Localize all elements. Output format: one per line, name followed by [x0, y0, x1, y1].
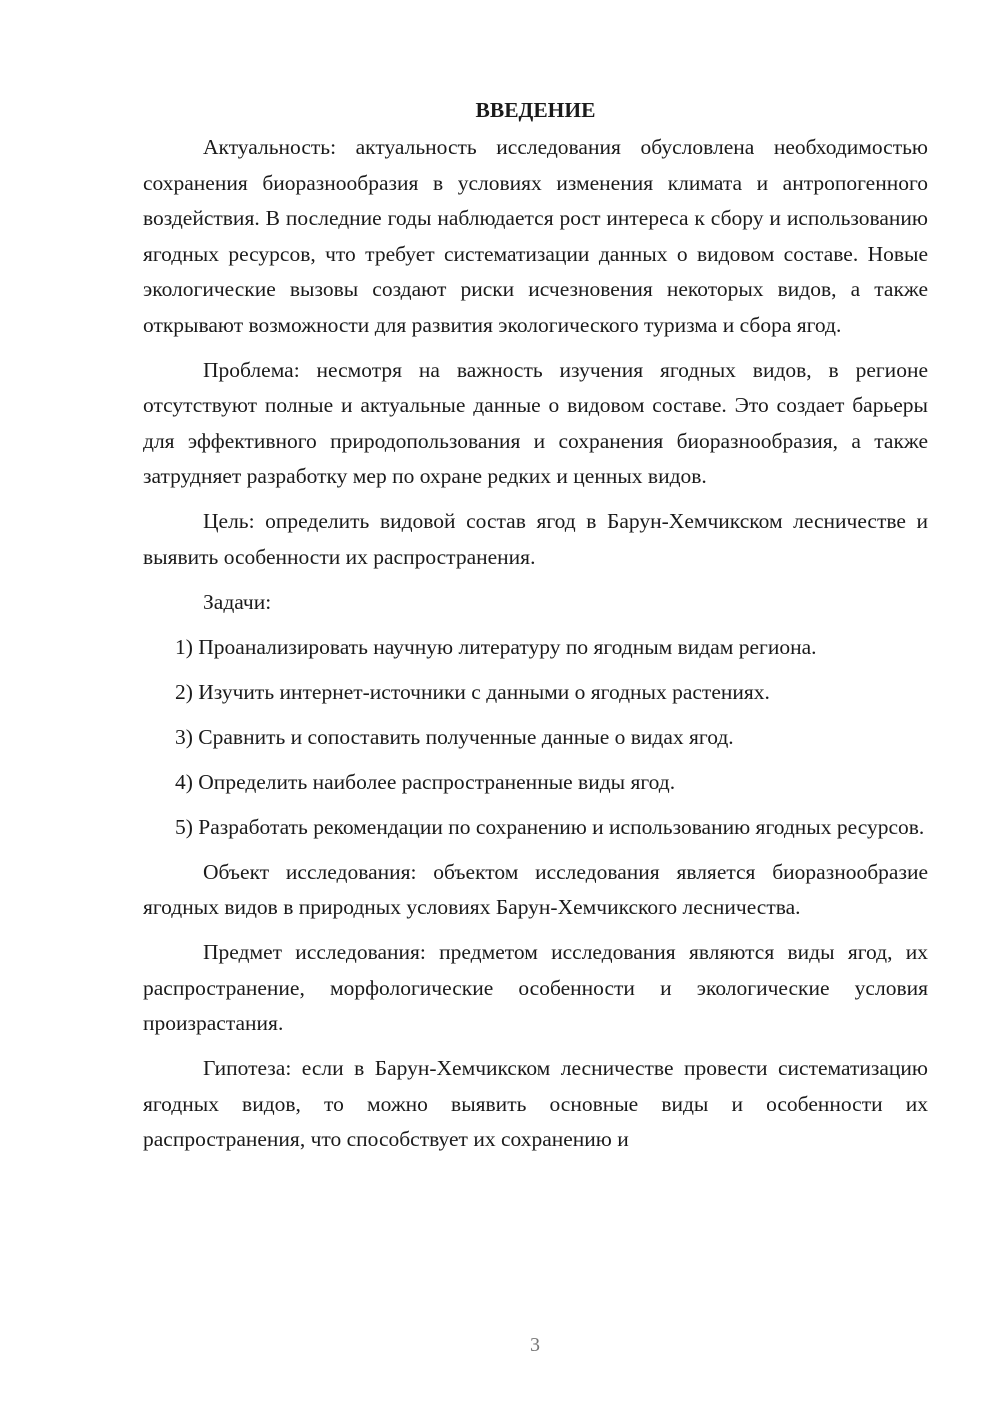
paragraph-subject: Предмет исследования: предметом исследования являются виды ягод, их распространение, морфологические особенности и экологические условия произрастания.	[143, 940, 928, 1035]
task-item-3: 3) Сравнить и сопоставить полученные данные о видах ягод.	[175, 724, 734, 749]
task-item-2: 2) Изучить интернет-источники с данными о ягодных растениях.	[175, 679, 770, 704]
section-heading: ВВЕДЕНИЕ	[475, 98, 596, 122]
paragraph-relevance: Актуальность: актуальность исследования обусловлена необходимостью сохранения биоразнообразия в условиях изменения климата и антропогенного воздействия. В последние годы наблюдается рост интереса к сбору и использованию ягодных ресурсов, что требует систематизации данных о видовом составе. Новые экологические вызовы создают риски исчезновения некоторых видов, а также открывают возможности для развития экологического туризма и сбора ягод.	[143, 135, 928, 337]
page-number: 3	[530, 1334, 540, 1356]
page-content	[143, 96, 928, 1167]
tasks-label: Задачи:	[203, 589, 272, 614]
paragraph-hypothesis: Гипотеза: если в Барун-Хемчикском лесничестве провести систематизацию ягодных видов, то можно выявить основные виды и особенности их распространения, что способствует их сохранению и	[143, 1056, 928, 1151]
paragraph-goal: Цель: определить видовой состав ягод в Барун-Хемчикском лесничестве и выявить особенности их распространения.	[143, 509, 928, 569]
paragraph-problem: Проблема: несмотря на важность изучения ягодных видов, в регионе отсутствуют полные и актуальные данные о видовом составе. Это создает барьеры для эффективного природопользования и сохранения биоразнообразия, а также затрудняет разработку мер по охране редких и ценных видов.	[143, 357, 928, 488]
paragraph-object: Объект исследования: объектом исследования является биоразнообразие ягодных видов в природных условиях Барун-Хемчикского лесничества.	[143, 859, 928, 919]
task-item-5: 5) Разработать рекомендации по сохранению и использованию ягодных ресурсов.	[175, 814, 925, 839]
task-item-1: 1) Проанализировать научную литературу по ягодным видам региона.	[175, 634, 817, 659]
task-item-4: 4) Определить наиболее распространенные виды ягод.	[175, 769, 676, 794]
